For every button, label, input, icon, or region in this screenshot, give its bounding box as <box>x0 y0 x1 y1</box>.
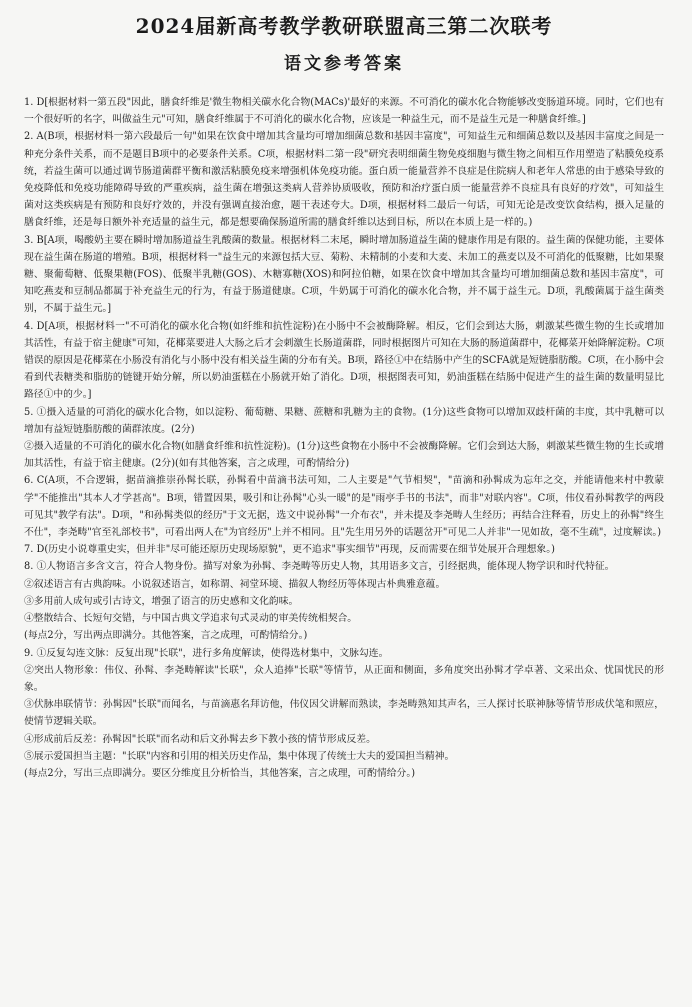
answer-7: 7. D(历史小说尊重史实，但并非"尽可能还原历史现场原貌"，更不追求"事实细节"再现，反而需要在细节处展开合理想象。) <box>24 544 555 556</box>
answer-9-point-2: ②突出人物形象：伟仪、孙髯、李尧畴解读"长联"，众人追捧"长联"等情节，从正面和侧面，多角度突出孙髯才学卓著、文采出众、忧国忧民的形象。 <box>24 664 664 693</box>
answer-3: 3. B[A项，喝酸奶主要在瞬时增加肠道益生乳酸菌的数量。根据材料二末尾，瞬时增加肠道益生菌的健康作用是有限的。益生菌的保健功能，主要体现在益生菌在肠道的增殖。B项，根据材料一"益生元的来源包括大豆、菊粉、未精制的小麦和大麦、未加工的燕麦以及不可消化的低聚糖，比如果聚糖、聚葡萄糖、低聚果糖(FOS)、低聚半乳糖(GOS)、木糖寡糖(XOS)和阿拉伯糖，如果在饮食中增加其含量均可增加细菌总数和基因丰富度"，可知吃燕麦和豆制品都属于补充益生元的行为，有益于肠道健康。C项，牛奶属于可消化的碳水化合物，并不属于益生元。D项，乳酸菌属于益生菌类别，不属于益生元。] <box>24 234 664 315</box>
answer-9-scoring-note: (每点2分，写出三点即满分。要区分维度且分析恰当，其他答案，言之成理，可酌情给分。) <box>24 767 416 779</box>
answer-8-point-2: ②叙述语言有古典韵味。小说叙述语言，如称谓、祠堂环境、描叙人物经历等体现古朴典雅意蕴。 <box>24 578 446 590</box>
answer-5-point-2: ②摄入适量的不可消化的碳水化合物(如膳食纤维和抗性淀粉)。(1分)这些食物在小肠中不会被酶降解。它们会到达大肠，刺激某些微生物的生长或增加其活性，有益于宿主健康。(2分)(如有其他答案，言之成理，可酌情给分) <box>24 441 664 470</box>
answer-1: 1. D[根据材料一第五段"因此，膳食纤维是'微生物相关碳水化合物(MACs)'最好的来源。不可消化的碳水化合物能够改变肠道环境。同时，它们也有一个很好听的名字，叫做益生元"可知，膳食纤维属于不可消化的碳水化合物，应该是一种益生元，而不是益生元是一种膳食纤维。] <box>24 97 664 126</box>
answer-list <box>24 94 664 782</box>
answer-8-point-4: ④整散结合、长短句交错，与中国古典文学追求句式灵动的审美传统相契合。 <box>24 613 358 625</box>
answer-9-point-3: ③伏脉串联情节：孙髯因"长联"而闻名，与苗滴惠名拜访他，伟仪因父讲解而熟读，李尧畴熟知其声名，三人探讨长联神脉等情节形成伏笔和照应，使情节逻辑关联。 <box>24 699 664 728</box>
answer-5-point-1: 5. ①摄入适量的可消化的碳水化合物，如以淀粉、葡萄糖、果糖、蔗糖和乳糖为主的食物。(1分)这些食物可以增加双歧杆菌的丰度，其中乳糖可以增加有益短链脂肪酸的菌群浓度。(2分) <box>24 406 664 435</box>
answer-8-point-1: 8. ①人物语言多含文言，符合人物身份。描写对象为孙髯、李尧畴等历史人物，其用语多文言，引经据典，能体现人物学识和时代特征。 <box>24 561 615 573</box>
document-title: 2024届新高考教学教研联盟高三第二次联考 <box>135 14 553 38</box>
answer-9-point-1: 9. ①反复勾连文脉：反复出现"长联"，进行多角度解读，使得选材集中，文脉勾连。 <box>24 647 389 659</box>
answer-8-scoring-note: (每点2分，写出两点即满分。其他答案，言之成理，可酌情给分。) <box>24 630 308 642</box>
answer-4: 4. D[A项，根据材料一"不可消化的碳水化合物(如纤维和抗性淀粉)在小肠中不会被酶降解。相反，它们会到达大肠，刺激某些微生物的生长或增加其活性，有益于宿主健康"可知，花椰菜要进人大肠之后才会刺激生长肠道菌群，同时根据图片可知在大肠的肠道菌群中，花椰菜开始降解淀粉。C项错误的原因是花椰菜在小肠没有消化与小肠中没有相关益生菌的分布有关。B项，路径①中在结肠中产生的SCFA就是短链脂肪酸。C项，在小肠中会看到代表糖类和脂肪的链键开始分解，所以奶油蛋糕在小肠就开始了消化。D项，根据图表可知，奶油蛋糕在结肠中促进产生的益生菌的数量明显比路径①中的少。] <box>24 320 664 401</box>
answer-8-point-3: ③多用前人成句或引古诗文，增强了语言的历史感和文化韵味。 <box>24 595 299 607</box>
answer-2: 2. A(B项，根据材料一第六段最后一句"如果在饮食中增加其含量均可增加细菌总数和基因丰富度"，可知益生元和细菌总数以及基因丰富度之间是一种充分条件关系，而不是题目B项中的必要条件关系。C项，根据材料二第一段"研究表明细菌生物免疫细胞与微生物之间相互作用塑造了粘膜免疫系统，若益生菌可以通过调节肠道菌群平衡和激活粘膜免疫来增强机体免疫功能。蛋白质一能量营养不良症是住院病人和老年人常患的由于感染导致的免疫降低和免疫功能障碍导致的严重疾病，益生菌在增强这类病人营养协质吸收，预防和治疗蛋白质一能量营养不良症具有良好的疗效"，可知益生菌对这类疾病是有预防和良好疗效的，并没有强调直接治愈，题干表述夸大。D项，根据材料二最后一句话，可知无论是改变饮食结构，摄入足量的膳食纤维，还是每日额外补充适量的益生元，都是想要确保肠道所需的膳食纤维以达到目标，所以在本质上是一样的。) <box>24 131 664 229</box>
answer-9-point-5: ⑤展示爱国担当主题："长联"内容和引用的相关历史作品，集中体现了传统士大夫的爱国担当精神。 <box>24 750 455 762</box>
document-subtitle: 语文参考答案 <box>284 54 404 74</box>
answer-6: 6. C(A项，不合逻辑，据苗滴推崇孙髯长联，孙髯看中苗滴书法可知，二人主要是"气节相契"，"苗滴和孙髯成为忘年之交，并能请他来村中教蒙学"不能推出"其本人才学甚高"。B项，错置因果，吸引和让孙髯"心头一暖"的是"雨亭手书的书法"，而非"对联内容"。C项，伟仪看孙髯教学的两段可见其"教学有法"。D项，"和孙髯类似的经历"于文无据，选文中说孙髯"一介布衣"，并未提及李尧畴人生经历；再结合注释看，历史上的孙髯"终生不仕"，李尧畴"官至礼部校书"，可看出两人在"为官经历"上并不相同。且"先生用另外的话题岔开"可见二人并非"一见如故，毫不生疏"，过度解读。) <box>24 475 664 539</box>
answer-9-point-4: ④形成前后反差：孙髯因"长联"而名动和后文孙髯去乡下教小孩的情节形成反差。 <box>24 733 376 745</box>
